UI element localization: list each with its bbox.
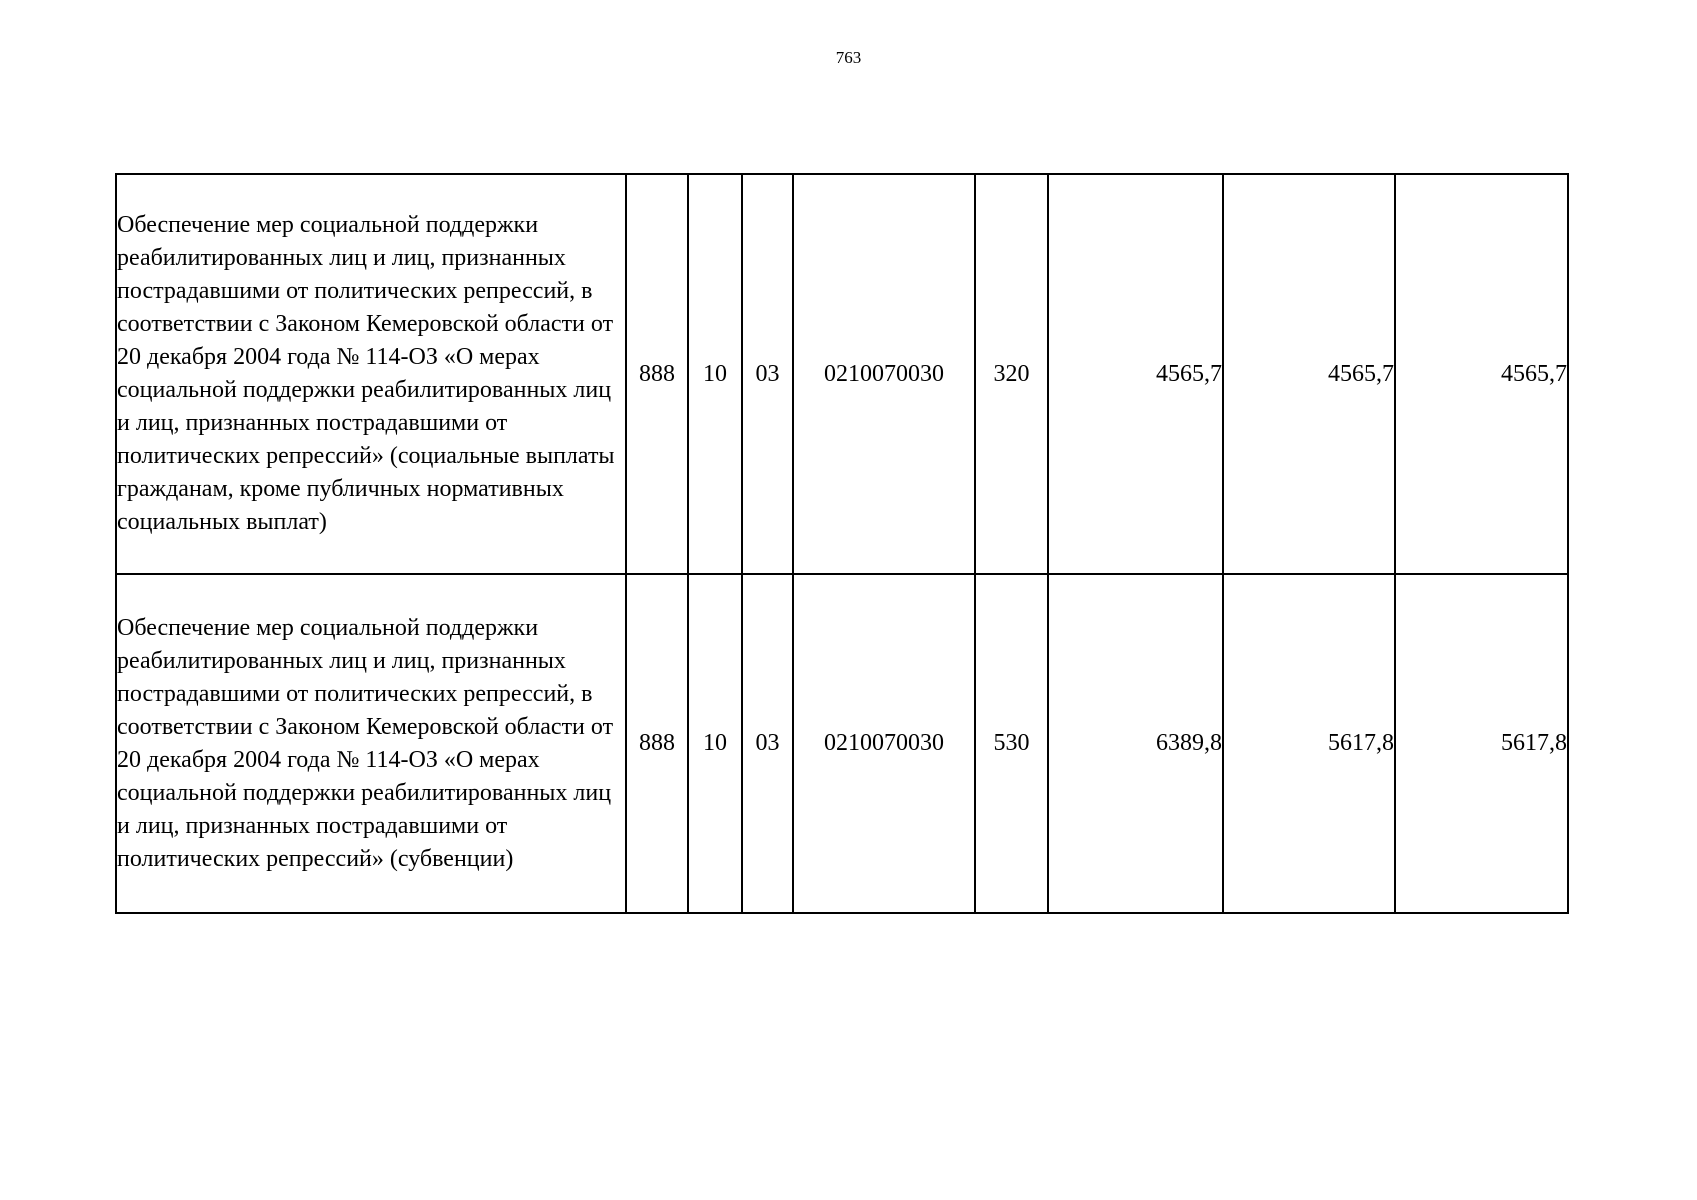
- expense-type-cell: 530: [975, 574, 1048, 913]
- budget-table: [115, 173, 1569, 914]
- amount-2-cell: 4565,7: [1223, 174, 1395, 574]
- page-number: 763: [835, 48, 862, 67]
- expense-type-cell: 320: [975, 174, 1048, 574]
- amount-1-cell: 6389,8: [1048, 574, 1223, 913]
- target-item-cell: 0210070030: [793, 174, 975, 574]
- section-code-cell: 10: [688, 574, 742, 913]
- amount-3-cell: 5617,8: [1395, 574, 1568, 913]
- description-cell: Обеспечение мер социальной поддержки реабилитированных лиц и лиц, признанных пострадавшими от политических репрессий, в соответствии с Законом Кемеровской области от 20 декабря 2004 года № 114-ОЗ «О мерах социальной поддержки реабилитированных лиц и лиц, признанных пострадавшими от политических репрессий» (социальные выплаты гражданам, кроме публичных нормативных социальных выплат): [116, 174, 626, 574]
- subsection-code-cell: 03: [742, 574, 793, 913]
- section-code-cell: 10: [688, 174, 742, 574]
- description-cell: Обеспечение мер социальной поддержки реабилитированных лиц и лиц, признанных пострадавшими от политических репрессий, в соответствии с Законом Кемеровской области от 20 декабря 2004 года № 114-ОЗ «О мерах социальной поддержки реабилитированных лиц и лиц, признанных пострадавшими от политических репрессий» (субвенции): [116, 574, 626, 913]
- subsection-code-cell: 03: [742, 174, 793, 574]
- amount-2-cell: 5617,8: [1223, 574, 1395, 913]
- amount-1-cell: 4565,7: [1048, 174, 1223, 574]
- ministry-code-cell: 888: [626, 174, 688, 574]
- target-item-cell: 0210070030: [793, 574, 975, 913]
- table-row: [116, 574, 1568, 913]
- table-row: [116, 174, 1568, 574]
- amount-3-cell: 4565,7: [1395, 174, 1568, 574]
- ministry-code-cell: 888: [626, 574, 688, 913]
